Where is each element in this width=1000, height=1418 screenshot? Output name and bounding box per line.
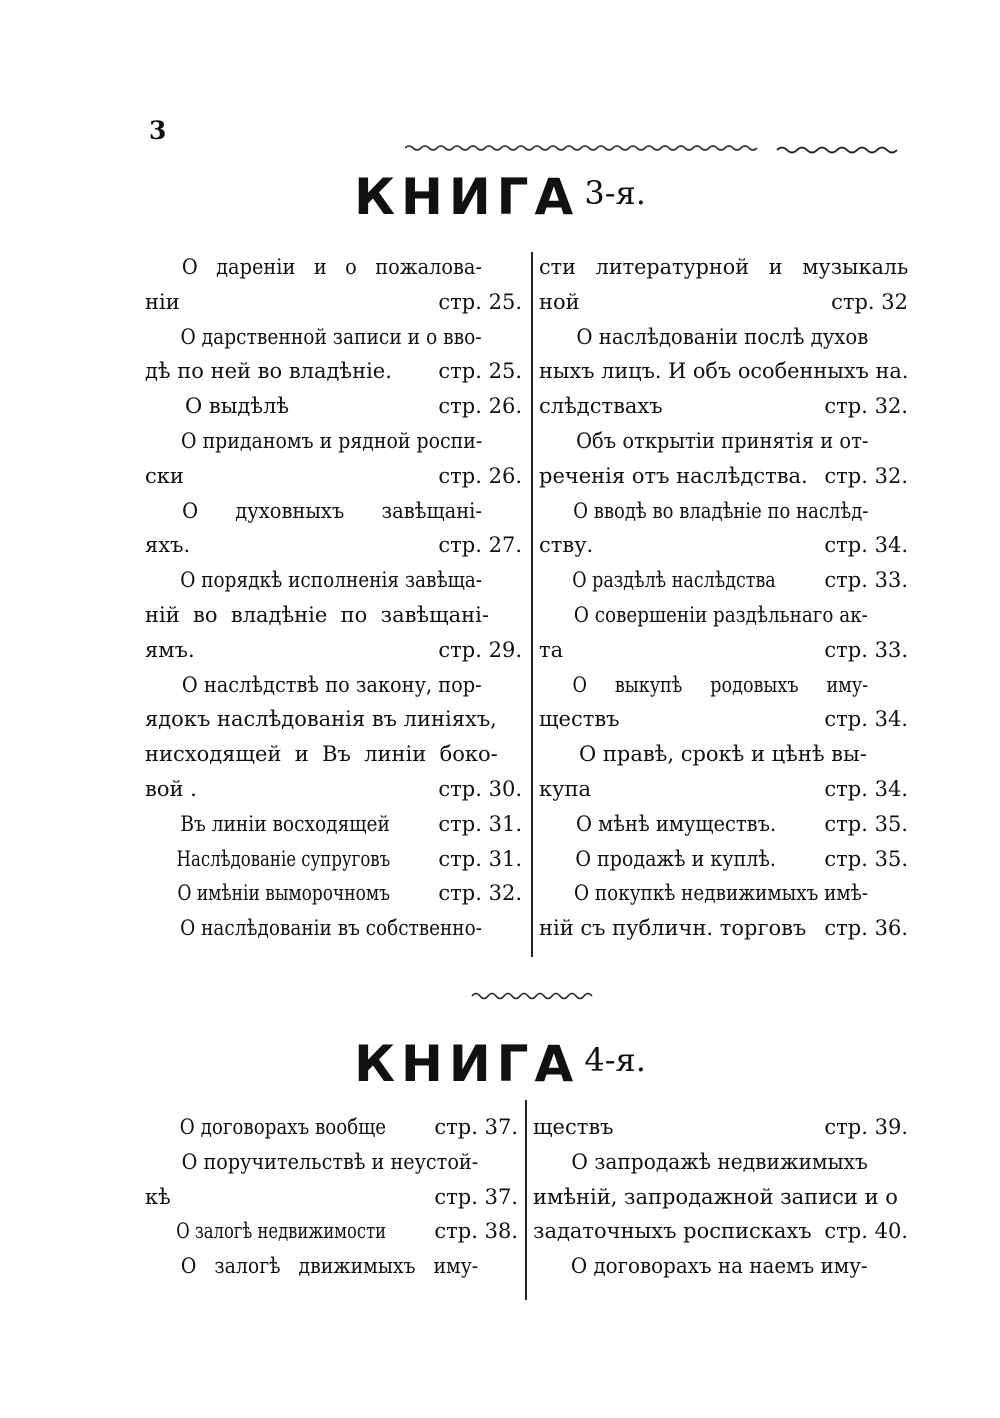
toc-entry-page-ref: стр. 32 (831, 289, 908, 314)
toc-entry-text: О залогѣ движимыхъ иму- (180, 1254, 479, 1279)
toc-entry-text: О духовныхъ завѣщані- (182, 498, 483, 523)
toc-entry-text: О договорахъ вообще (179, 1115, 387, 1139)
toc-entry-line (145, 844, 522, 874)
toc-entry-line (145, 426, 522, 456)
toc-entry-line (539, 252, 908, 282)
book-3-title: КНИГА (354, 168, 580, 226)
toc-entry-text: слѣдствахъ (539, 394, 663, 419)
toc-entry-line (145, 1182, 518, 1212)
toc-entry-text: О поручительствѣ и неустой- (181, 1149, 479, 1174)
toc-entry-page-ref: стр. 26. (438, 394, 522, 419)
toc-entry-page-ref: стр. 33. (824, 568, 908, 593)
toc-entry-text: Въ линіи восходящей (180, 811, 390, 836)
book-3-column-divider (531, 252, 533, 957)
toc-entry-page-ref: стр. 35. (824, 846, 908, 871)
toc-entry-page-ref: стр. 32. (824, 394, 908, 419)
toc-entry-line (145, 600, 522, 630)
toc-entry-page-ref: стр. 27. (438, 533, 522, 558)
toc-entry-line (145, 565, 522, 595)
toc-entry-page-ref: стр. 25. (438, 359, 522, 384)
toc-entry-line (539, 774, 908, 804)
toc-entry-line (539, 704, 908, 734)
book-4-title: КНИГА (354, 1035, 580, 1093)
toc-entry-line (539, 913, 908, 943)
book-4-left-column (145, 1112, 518, 1292)
toc-entry-text: О запродажѣ недвижимыхъ (571, 1149, 868, 1174)
toc-entry-line (539, 530, 908, 560)
toc-entry-text: та (539, 637, 564, 662)
toc-entry-text: яхъ. (145, 533, 191, 558)
toc-entry-text: О порядкѣ исполненія завѣща- (180, 568, 483, 593)
toc-entry-page-ref: стр. 26. (438, 463, 522, 488)
toc-entry-text: О продажѣ и куплѣ. (575, 846, 776, 871)
toc-entry-text: ществъ (539, 707, 620, 732)
toc-entry-text: О выкупѣ родовыхъ иму- (572, 672, 869, 697)
toc-entry-page-ref: стр. 29. (438, 637, 522, 662)
toc-entry-text: О залогѣ недвижимости (176, 1219, 387, 1244)
toc-entry-text: реченія отъ наслѣдства. (539, 463, 808, 488)
toc-entry-line (145, 1251, 518, 1281)
toc-entry-text: О раздѣлѣ наслѣдства (572, 568, 776, 593)
toc-entry-text: О правѣ, срокѣ и цѣнѣ вы- (579, 742, 867, 767)
toc-entry-text: О выдѣлѣ (185, 394, 290, 419)
toc-entry-line (533, 1251, 908, 1281)
book-3-left-column (145, 252, 522, 952)
toc-entry-line (533, 1182, 908, 1212)
toc-entry-text: ству. (539, 533, 594, 558)
toc-entry-line (533, 1216, 908, 1246)
toc-entry-line (145, 809, 522, 839)
toc-entry-text: О покупкѣ недвижимыхъ имѣ- (574, 881, 868, 906)
toc-entry-page-ref: стр. 37. (434, 1115, 518, 1139)
toc-entry-line (145, 252, 522, 282)
toc-entry-line (145, 1112, 518, 1142)
toc-entry-text: вой . (145, 777, 197, 801)
toc-entry-text: О дарственной записи и о вво- (180, 324, 482, 349)
toc-entry-line (145, 913, 522, 943)
toc-entry-page-ref: стр. 31. (438, 846, 522, 871)
toc-entry-page-ref: стр. 39. (824, 1115, 908, 1139)
toc-entry-line (145, 1216, 518, 1246)
toc-entry-page-ref: стр. 35. (824, 811, 908, 836)
toc-entry-text: дѣ по ней во владѣніе. (145, 359, 392, 384)
toc-entry-line (145, 461, 522, 491)
toc-entry-line (539, 600, 908, 630)
book-3-right-column (539, 252, 908, 952)
toc-entry-line (539, 809, 908, 839)
toc-entry-line (539, 426, 908, 456)
section-ornament (470, 989, 598, 1003)
toc-entry-text: нисходящей и Въ линіи боко- (145, 742, 498, 767)
toc-entry-line (145, 496, 522, 526)
toc-entry-line (539, 356, 908, 386)
toc-entry-line (539, 670, 908, 700)
toc-entry-text: О договорахъ на наемъ иму- (570, 1254, 868, 1279)
toc-entry-text: Объ открытіи принятія и от- (576, 429, 869, 453)
toc-entry-text: О имѣніи выморочномъ (177, 881, 390, 906)
toc-entry-text: О приданомъ и рядной роспи- (181, 429, 483, 453)
toc-entry-text: задаточныхъ роспискахъ (533, 1219, 812, 1244)
toc-entry-page-ref: стр. 40. (824, 1219, 908, 1244)
toc-entry-text: О вводѣ во владѣніе по наслѣд- (573, 498, 869, 523)
book-4-right-column (533, 1112, 908, 1292)
toc-entry-text: ной (539, 289, 580, 314)
toc-entry-page-ref: стр. 32. (438, 881, 522, 906)
toc-entry-line (145, 391, 522, 421)
toc-entry-text: О наслѣдованіи въ собственно- (180, 916, 482, 941)
toc-entry-line (145, 1147, 518, 1177)
toc-entry-text: кѣ (145, 1184, 171, 1209)
toc-entry-page-ref: стр. 31. (438, 811, 522, 836)
toc-entry-line (145, 670, 522, 700)
toc-entry-page-ref: стр. 33. (824, 637, 908, 662)
toc-entry-page-ref: стр. 34. (824, 533, 908, 558)
book-3-heading (0, 168, 1000, 226)
toc-entry-text: купа (539, 777, 591, 801)
book-3-number: 3-я. (584, 174, 646, 212)
toc-entry-line (539, 391, 908, 421)
toc-entry-text: ски (145, 463, 184, 488)
toc-entry-text: О дареніи и о пожалова- (181, 255, 482, 279)
toc-entry-page-ref: стр. 34. (824, 707, 908, 732)
book-4-column-divider (525, 1100, 527, 1300)
toc-entry-text: О наслѣдованіи послѣ духов (576, 324, 869, 349)
book-4-number: 4-я. (584, 1041, 646, 1079)
toc-entry-line (145, 878, 522, 908)
toc-entry-line (145, 530, 522, 560)
toc-entry-page-ref: стр. 37. (434, 1184, 518, 1209)
toc-entry-line (145, 739, 522, 769)
toc-entry-line (539, 565, 908, 595)
toc-entry-line (539, 461, 908, 491)
toc-entry-line (539, 635, 908, 665)
toc-entry-text: ній во владѣніе по завѣщані- (145, 603, 489, 627)
toc-entry-line (539, 496, 908, 526)
toc-entry-line (539, 739, 908, 769)
toc-entry-text: сти литературной и музыкаль (539, 255, 909, 279)
toc-entry-line (145, 635, 522, 665)
toc-entry-line (539, 844, 908, 874)
book-4-heading (0, 1035, 1000, 1093)
toc-entry-text: О мѣнѣ имуществъ. (576, 811, 777, 836)
toc-entry-text: ніи (145, 289, 180, 314)
toc-entry-line (533, 1147, 908, 1177)
toc-entry-text: ній съ публичн. торговъ (539, 916, 807, 941)
toc-entry-text: ямъ. (145, 637, 195, 662)
toc-entry-line (539, 878, 908, 908)
toc-entry-line (539, 287, 908, 317)
toc-entry-text: О наслѣдствѣ по закону, пор- (181, 672, 482, 697)
toc-entry-page-ref: стр. 34. (824, 777, 908, 801)
toc-entry-line (539, 322, 908, 352)
toc-entry-line (145, 356, 522, 386)
toc-entry-page-ref: стр. 38. (434, 1219, 518, 1244)
toc-entry-text: ядокъ наслѣдованія въ линіяхъ, (145, 707, 497, 732)
toc-entry-text: ныхъ лицъ. И объ особенныхъ на. (539, 359, 909, 384)
toc-entry-page-ref: стр. 32. (824, 463, 908, 488)
toc-entry-line (533, 1112, 908, 1142)
toc-entry-page-ref: стр. 25. (438, 289, 522, 314)
toc-entry-page-ref: стр. 30. (438, 777, 522, 801)
toc-entry-line (145, 704, 522, 734)
toc-entry-text: О совершеніи раздѣльнаго ак- (573, 603, 868, 627)
toc-entry-text: ществъ (533, 1115, 614, 1139)
toc-entry-text: Наслѣдованіе супруговъ (176, 846, 391, 871)
toc-entry-page-ref: стр. 36. (824, 916, 908, 941)
toc-entry-text: имѣній, запродажной записи и о (533, 1184, 898, 1209)
toc-entry-line (145, 774, 522, 804)
toc-entry-line (145, 322, 522, 352)
header-ornament-rule (405, 140, 900, 160)
page-number: 3 (149, 116, 167, 145)
toc-entry-line (145, 287, 522, 317)
